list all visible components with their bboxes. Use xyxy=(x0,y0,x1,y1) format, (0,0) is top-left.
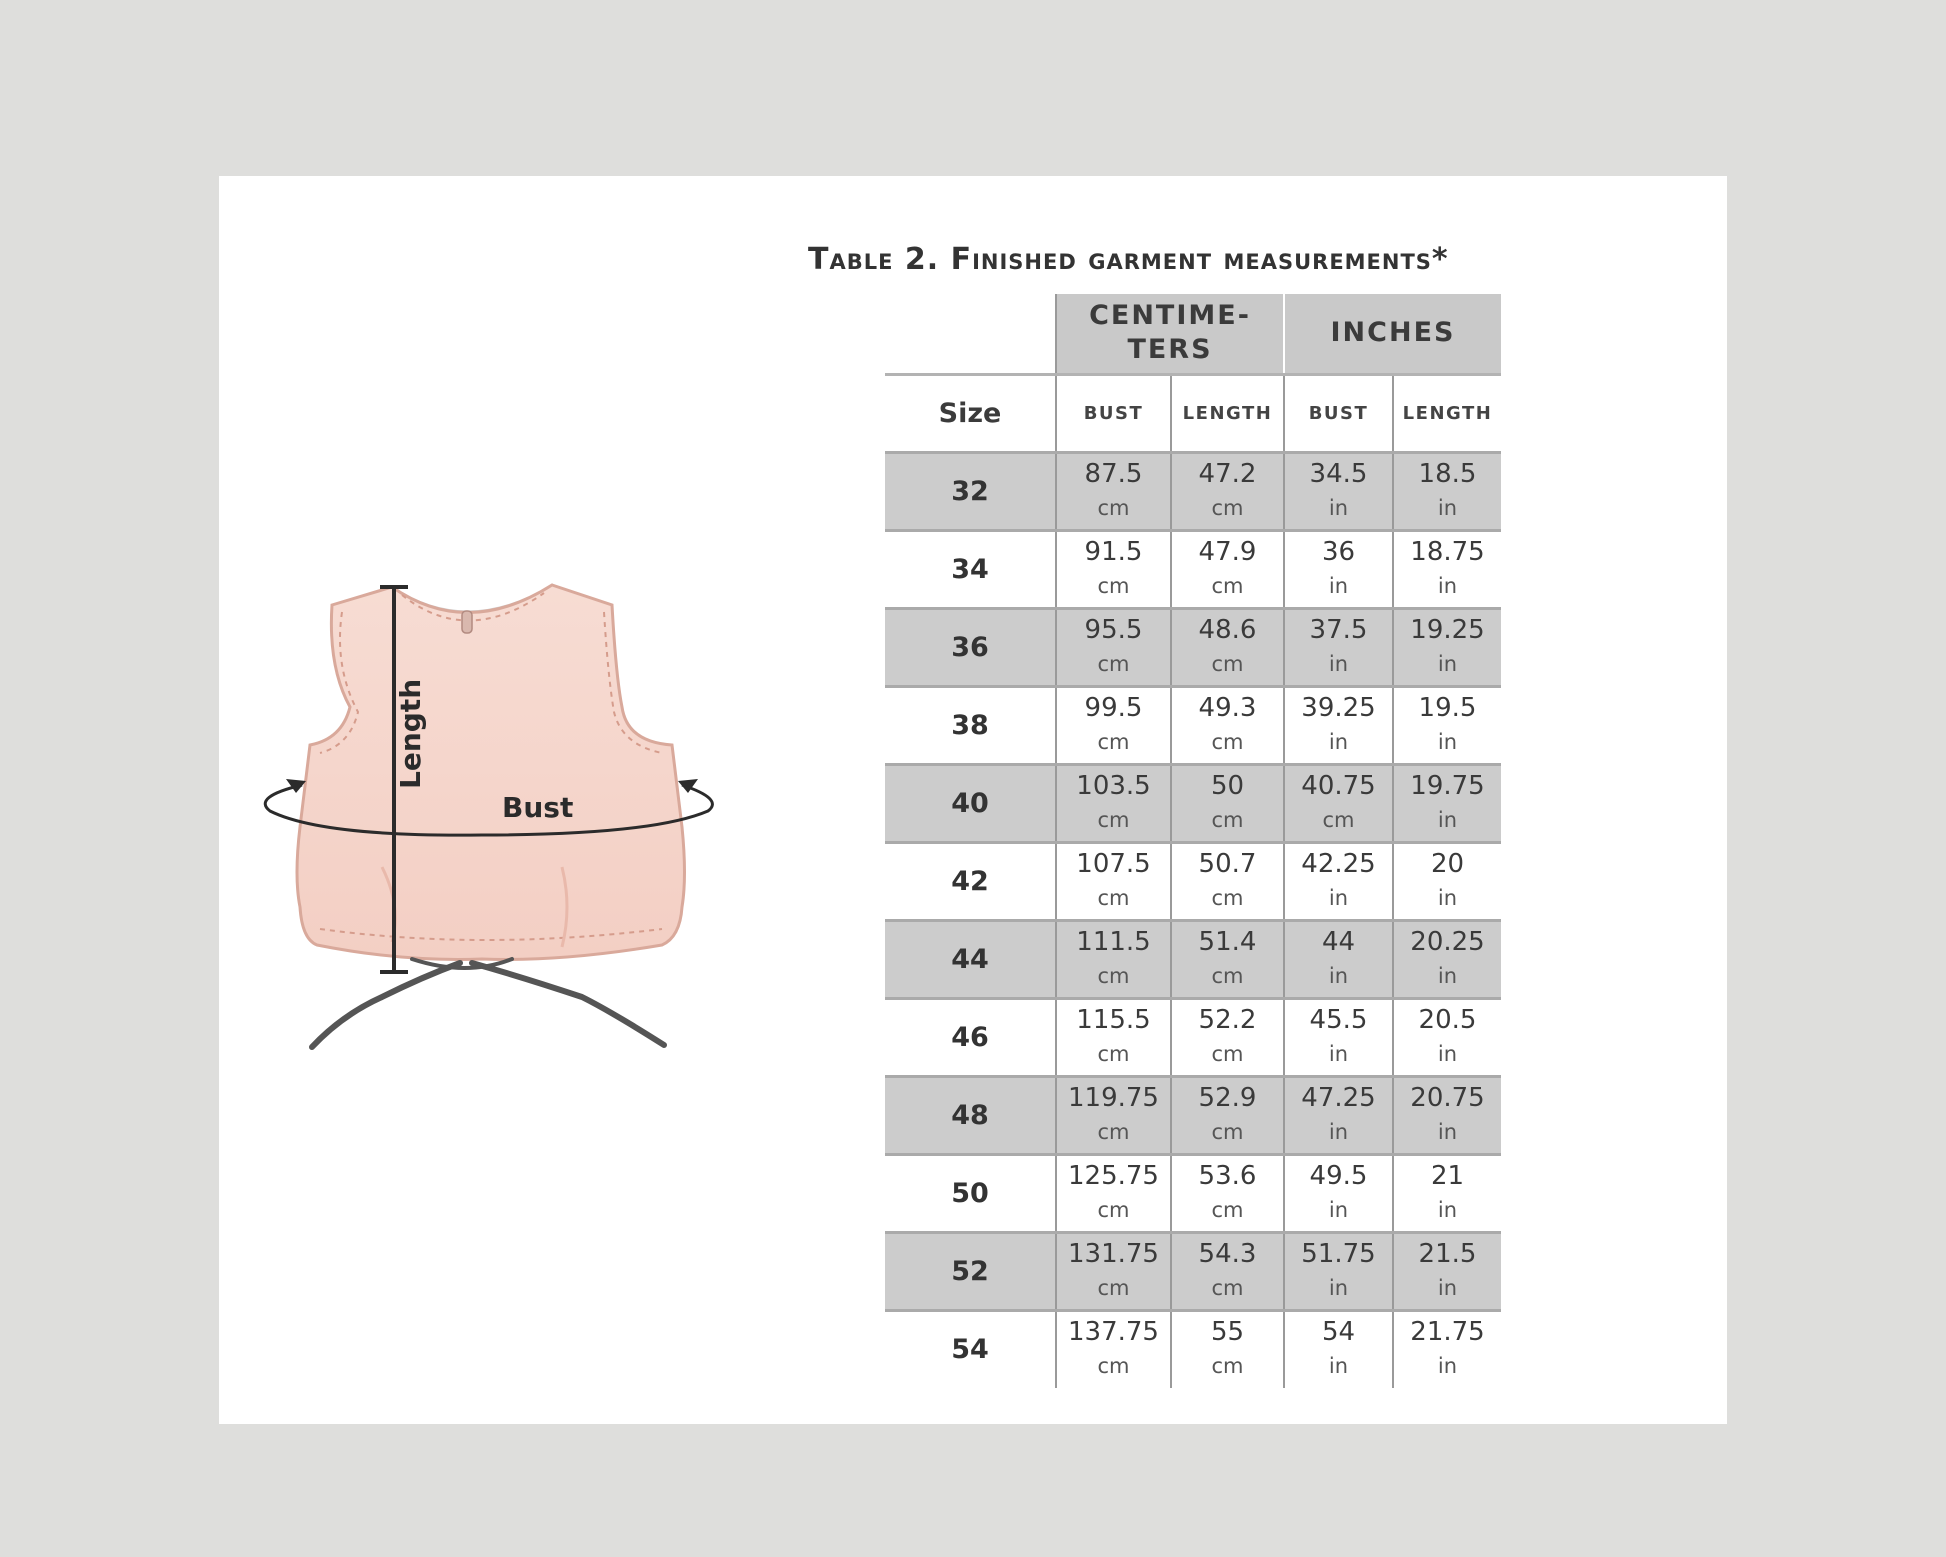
cm-length-cell xyxy=(1171,1154,1284,1232)
in-length-unit: in xyxy=(1437,729,1458,754)
in-bust-cell xyxy=(1284,842,1393,920)
in-bust-value: 45.5 xyxy=(1309,1004,1368,1035)
in-bust-cell xyxy=(1284,764,1393,842)
cm-bust-value: 119.75 xyxy=(1068,1082,1159,1113)
bust-label: Bust xyxy=(502,791,574,824)
in-length-cell xyxy=(1393,920,1501,998)
cm-length-unit: cm xyxy=(1211,1119,1244,1144)
length-label: Length xyxy=(394,678,427,789)
size-cell: 36 xyxy=(885,608,1056,686)
cm-bust-cell xyxy=(1056,452,1171,530)
table-row xyxy=(885,452,1501,530)
in-bust-unit: cm xyxy=(1322,807,1355,832)
cm-length-value: 54.3 xyxy=(1198,1238,1257,1269)
cm-bust-unit: cm xyxy=(1097,1041,1130,1066)
cm-bust-unit: cm xyxy=(1097,963,1130,988)
in-bust-cell xyxy=(1284,998,1393,1076)
in-bust-unit: in xyxy=(1328,1197,1349,1222)
in-length-value: 19.5 xyxy=(1418,692,1477,723)
cm-length-unit: cm xyxy=(1211,651,1244,676)
in-bust-value: 51.75 xyxy=(1301,1238,1376,1269)
cm-length-cell xyxy=(1171,920,1284,998)
group-header-inches: INCHES xyxy=(1284,294,1501,374)
cm-bust-cell xyxy=(1056,608,1171,686)
in-bust-unit: in xyxy=(1328,1354,1349,1379)
cm-bust-unit: cm xyxy=(1097,1197,1130,1222)
drawstring-right xyxy=(472,963,664,1045)
in-bust-cell xyxy=(1284,530,1393,608)
cm-length-value: 55 xyxy=(1210,1317,1245,1348)
cm-bust-value: 91.5 xyxy=(1084,536,1143,567)
cm-bust-unit: cm xyxy=(1097,495,1130,520)
in-bust-value: 37.5 xyxy=(1309,614,1368,645)
drawstring-left xyxy=(312,963,460,1047)
in-length-cell xyxy=(1393,1310,1501,1388)
in-length-cell xyxy=(1393,686,1501,764)
cm-bust-cell xyxy=(1056,842,1171,920)
measurement-table xyxy=(885,294,1501,1388)
cm-bust-value: 87.5 xyxy=(1084,458,1143,489)
table-row xyxy=(885,1232,1501,1310)
cm-length-cell xyxy=(1171,608,1284,686)
size-cell: 50 xyxy=(951,1177,989,1209)
cm-bust-cell xyxy=(1056,1154,1171,1232)
table-row xyxy=(885,998,1501,1076)
in-length-cell xyxy=(1393,1154,1501,1232)
cm-length-cell xyxy=(1171,1232,1284,1310)
in-length-value: 20.75 xyxy=(1410,1082,1485,1113)
sleeveless-top-icon xyxy=(262,567,718,1054)
in-bust-cell xyxy=(1284,920,1393,998)
in-bust-value: 47.25 xyxy=(1301,1082,1376,1113)
column-header-in-bust: BUST xyxy=(1284,374,1393,452)
cm-length-unit: cm xyxy=(1211,573,1244,598)
in-length-value: 21 xyxy=(1430,1160,1465,1191)
cm-bust-cell xyxy=(1056,530,1171,608)
cm-bust-cell xyxy=(1056,764,1171,842)
cm-bust-cell xyxy=(1056,1076,1171,1154)
in-bust-value: 42.25 xyxy=(1301,848,1376,879)
cm-length-cell xyxy=(1171,452,1284,530)
cm-length-value: 50 xyxy=(1210,770,1245,801)
cm-length-cell xyxy=(1171,1076,1284,1154)
in-bust-value: 40.75 xyxy=(1301,770,1376,801)
in-length-value: 21.5 xyxy=(1418,1238,1477,1269)
table-row xyxy=(885,920,1501,998)
in-length-unit: in xyxy=(1437,1354,1458,1379)
in-bust-cell xyxy=(1284,1310,1393,1388)
table-row xyxy=(885,1310,1501,1388)
cm-length-unit: cm xyxy=(1211,1041,1244,1066)
in-bust-unit: in xyxy=(1328,1275,1349,1300)
cm-bust-value: 115.5 xyxy=(1076,1004,1151,1035)
in-length-unit: in xyxy=(1437,573,1458,598)
cm-bust-value: 125.75 xyxy=(1068,1160,1159,1191)
size-cell: 54 xyxy=(951,1334,989,1366)
cm-bust-unit: cm xyxy=(1097,1275,1130,1300)
in-bust-unit: in xyxy=(1328,1119,1349,1144)
cm-length-cell xyxy=(1171,998,1284,1076)
in-length-cell xyxy=(1393,1076,1501,1154)
cm-bust-unit: cm xyxy=(1097,885,1130,910)
in-bust-value: 54 xyxy=(1321,1317,1356,1348)
cm-bust-unit: cm xyxy=(1097,651,1130,676)
cm-length-unit: cm xyxy=(1211,1275,1244,1300)
cm-length-cell xyxy=(1171,686,1284,764)
cm-bust-value: 99.5 xyxy=(1084,692,1143,723)
in-length-unit: in xyxy=(1437,1119,1458,1144)
in-length-value: 19.75 xyxy=(1410,770,1485,801)
size-cell: 40 xyxy=(885,764,1056,842)
table-row xyxy=(885,842,1501,920)
in-bust-value: 49.5 xyxy=(1309,1160,1368,1191)
cm-bust-unit: cm xyxy=(1097,573,1130,598)
table-corner xyxy=(885,294,1056,374)
table-row xyxy=(885,608,1501,686)
in-bust-value: 34.5 xyxy=(1309,458,1368,489)
cm-length-unit: cm xyxy=(1211,807,1244,832)
cm-length-cell xyxy=(1171,1310,1284,1388)
garment-illustration xyxy=(262,567,718,1054)
column-header-size: Size xyxy=(938,397,1002,429)
in-length-unit: in xyxy=(1437,1275,1458,1300)
cm-length-value: 47.9 xyxy=(1198,536,1257,567)
cm-length-unit: cm xyxy=(1211,495,1244,520)
in-length-unit: in xyxy=(1437,963,1458,988)
in-bust-value: 39.25 xyxy=(1301,692,1376,723)
in-length-value: 20.25 xyxy=(1410,926,1485,957)
in-length-value: 18.5 xyxy=(1418,458,1477,489)
size-cell: 44 xyxy=(885,920,1056,998)
size-cell: 32 xyxy=(885,452,1056,530)
size-cell: 46 xyxy=(951,1021,989,1053)
in-bust-cell xyxy=(1284,686,1393,764)
in-bust-cell xyxy=(1284,1232,1393,1310)
cm-length-unit: cm xyxy=(1211,1197,1244,1222)
cm-length-value: 52.9 xyxy=(1198,1082,1257,1113)
in-bust-unit: in xyxy=(1328,885,1349,910)
cm-bust-unit: cm xyxy=(1097,807,1130,832)
cm-length-unit: cm xyxy=(1211,1354,1244,1379)
cm-bust-cell xyxy=(1056,1232,1171,1310)
table-row xyxy=(885,530,1501,608)
table-row xyxy=(885,686,1501,764)
in-length-value: 20 xyxy=(1430,848,1465,879)
size-cell: 34 xyxy=(951,553,989,585)
cm-bust-unit: cm xyxy=(1097,1119,1130,1144)
size-cell: 48 xyxy=(885,1076,1056,1154)
in-bust-cell xyxy=(1284,452,1393,530)
column-header-cm-length: LENGTH xyxy=(1171,374,1284,452)
in-length-value: 19.25 xyxy=(1410,614,1485,645)
in-length-value: 21.75 xyxy=(1410,1317,1485,1348)
in-length-value: 18.75 xyxy=(1410,536,1485,567)
size-cell: 42 xyxy=(951,865,989,897)
cm-bust-value: 111.5 xyxy=(1076,926,1151,957)
in-length-cell xyxy=(1393,1232,1501,1310)
group-header-centimeters: CENTIME- TERS xyxy=(1056,294,1284,374)
cm-bust-value: 107.5 xyxy=(1076,848,1151,879)
cm-length-cell xyxy=(1171,764,1284,842)
in-bust-unit: in xyxy=(1328,963,1349,988)
in-bust-value: 44 xyxy=(1321,926,1356,957)
table-body xyxy=(885,452,1501,1388)
cm-length-value: 48.6 xyxy=(1198,614,1257,645)
table-row xyxy=(885,1154,1501,1232)
cm-bust-cell xyxy=(1056,686,1171,764)
cm-bust-value: 103.5 xyxy=(1076,770,1151,801)
in-length-unit: in xyxy=(1437,495,1458,520)
table-row xyxy=(885,1076,1501,1154)
column-header-in-length: LENGTH xyxy=(1393,374,1501,452)
in-bust-cell xyxy=(1284,608,1393,686)
cm-length-cell xyxy=(1171,842,1284,920)
in-bust-value: 36 xyxy=(1321,536,1356,567)
garment-body xyxy=(297,585,685,959)
cm-length-value: 53.6 xyxy=(1198,1160,1257,1191)
in-length-value: 20.5 xyxy=(1418,1004,1477,1035)
in-length-unit: in xyxy=(1437,807,1458,832)
in-length-unit: in xyxy=(1437,885,1458,910)
in-length-cell xyxy=(1393,452,1501,530)
in-bust-unit: in xyxy=(1328,651,1349,676)
cm-length-unit: cm xyxy=(1211,729,1244,754)
in-length-cell xyxy=(1393,998,1501,1076)
cm-length-value: 51.4 xyxy=(1198,926,1257,957)
cm-bust-cell xyxy=(1056,998,1171,1076)
cm-bust-value: 137.75 xyxy=(1068,1317,1159,1348)
cm-length-value: 50.7 xyxy=(1198,848,1257,879)
in-bust-unit: in xyxy=(1328,1041,1349,1066)
table-title: Table 2. Finished garment measurements* xyxy=(808,242,1449,277)
in-length-cell xyxy=(1393,842,1501,920)
in-length-cell xyxy=(1393,764,1501,842)
in-length-cell xyxy=(1393,530,1501,608)
in-length-unit: in xyxy=(1437,651,1458,676)
cm-length-value: 52.2 xyxy=(1198,1004,1257,1035)
cm-length-unit: cm xyxy=(1211,885,1244,910)
in-bust-unit: in xyxy=(1328,495,1349,520)
cm-bust-unit: cm xyxy=(1097,729,1130,754)
cm-length-value: 47.2 xyxy=(1198,458,1257,489)
in-bust-cell xyxy=(1284,1076,1393,1154)
in-bust-unit: in xyxy=(1328,729,1349,754)
cm-bust-value: 131.75 xyxy=(1068,1238,1159,1269)
cm-bust-cell xyxy=(1056,920,1171,998)
cm-length-unit: cm xyxy=(1211,963,1244,988)
in-bust-cell xyxy=(1284,1154,1393,1232)
in-length-cell xyxy=(1393,608,1501,686)
size-cell: 52 xyxy=(885,1232,1056,1310)
cm-bust-value: 95.5 xyxy=(1084,614,1143,645)
cm-length-cell xyxy=(1171,530,1284,608)
in-bust-unit: in xyxy=(1328,573,1349,598)
in-length-unit: in xyxy=(1437,1197,1458,1222)
size-cell: 38 xyxy=(951,709,989,741)
table-row xyxy=(885,764,1501,842)
column-header-cm-bust: BUST xyxy=(1056,374,1171,452)
cm-bust-unit: cm xyxy=(1097,1354,1130,1379)
cm-bust-cell xyxy=(1056,1310,1171,1388)
cm-length-value: 49.3 xyxy=(1198,692,1257,723)
in-length-unit: in xyxy=(1437,1041,1458,1066)
